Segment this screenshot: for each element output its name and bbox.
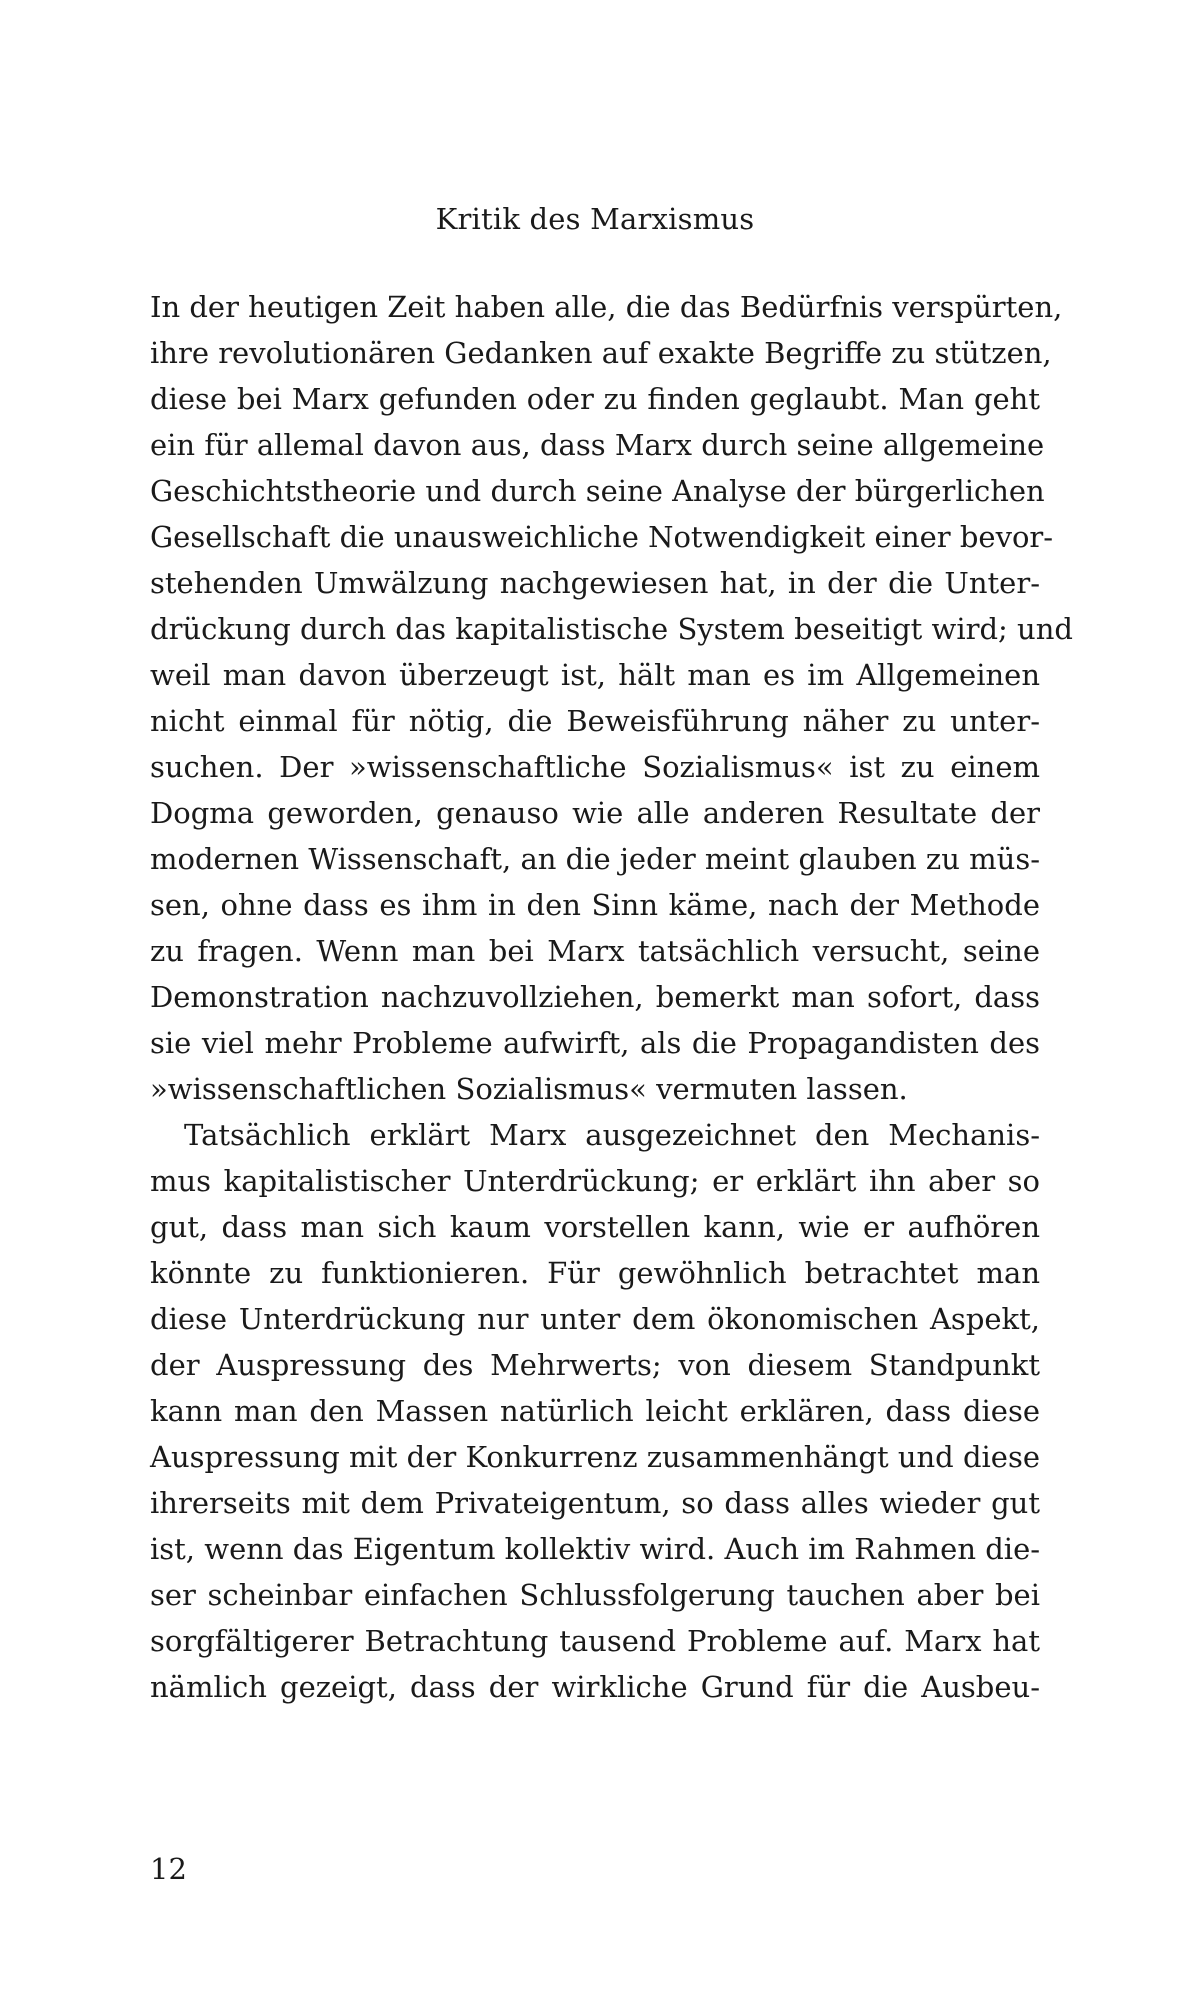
text-line: gut, dass man sich kaum vorstellen kann, wie er aufhören	[150, 1210, 1040, 1244]
text-line: Dogma geworden, genauso wie alle anderen Resultate der	[150, 796, 1040, 830]
text-line: »wissenschaftlichen Sozialismus« vermuten lassen.	[150, 1072, 908, 1106]
text-line: Demonstration nachzuvollziehen, bemerkt man sofort, dass	[150, 980, 1040, 1014]
text-line: stehenden Umwälzung nachgewiesen hat, in der die Unter-	[150, 566, 1040, 600]
text-line: ihrerseits mit dem Privateigentum, so dass alles wieder gut	[150, 1486, 1040, 1520]
text-line: sie viel mehr Probleme aufwirft, als die Propagandisten des	[150, 1026, 1040, 1060]
text-line: drückung durch das kapitalistische System beseitigt wird; und	[150, 612, 1073, 646]
text-line: Auspressung mit der Konkurrenz zusammenhängt und diese	[150, 1440, 1041, 1474]
page-number: 12	[150, 1852, 187, 1886]
text-line: diese bei Marx gefunden oder zu finden geglaubt. Man geht	[150, 382, 1040, 416]
text-line: nämlich gezeigt, dass der wirkliche Grund für die Ausbeu-	[150, 1670, 1040, 1704]
text-line: modernen Wissenschaft, an die jeder meint glauben zu müs-	[150, 842, 1040, 876]
text-line: suchen. Der »wissenschaftliche Sozialismus« ist zu einem	[150, 750, 1040, 784]
text-line: sorgfältigerer Betrachtung tausend Probleme auf. Marx hat	[150, 1624, 1040, 1658]
text-line: mus kapitalistischer Unterdrückung; er erklärt ihn aber so	[150, 1164, 1040, 1198]
paragraph	[150, 1112, 1040, 1710]
text-line: Gesellschaft die unausweichliche Notwendigkeit einer bevor-	[150, 520, 1054, 554]
text-line: Geschichtstheorie und durch seine Analyse der bürgerlichen	[150, 474, 1045, 508]
text-line: weil man davon überzeugt ist, hält man es im Allgemeinen	[150, 658, 1040, 692]
paragraph	[150, 284, 1073, 1112]
text-line: nicht einmal für nötig, die Beweisführung näher zu unter-	[150, 704, 1040, 738]
chapter-title: Kritik des Marxismus	[435, 202, 755, 236]
text-line: ein für allemal davon aus, dass Marx durch seine allgemeine	[150, 428, 1045, 462]
text-line: diese Unterdrückung nur unter dem ökonomischen Aspekt,	[150, 1302, 1040, 1336]
text-line: der Auspressung des Mehrwerts; von diesem Standpunkt	[150, 1348, 1040, 1382]
text-line: ser scheinbar einfachen Schlussfolgerung tauchen aber bei	[150, 1578, 1040, 1612]
text-line: zu fragen. Wenn man bei Marx tatsächlich versucht, seine	[150, 934, 1040, 968]
text-line: kann man den Massen natürlich leicht erklären, dass diese	[150, 1394, 1040, 1428]
text-line: In der heutigen Zeit haben alle, die das Bedürfnis verspürten,	[150, 290, 1063, 324]
text-line: ihre revolutionären Gedanken auf exakte Begriffe zu stützen,	[150, 336, 1052, 370]
text-line: ist, wenn das Eigentum kollektiv wird. Auch im Rahmen die-	[150, 1532, 1041, 1566]
text-line: sen, ohne dass es ihm in den Sinn käme, nach der Methode	[150, 888, 1040, 922]
text-line: Tatsächlich erklärt Marx ausgezeichnet den Mechanis-	[184, 1118, 1040, 1152]
text-line: könnte zu funktionieren. Für gewöhnlich betrachtet man	[150, 1256, 1040, 1290]
body-text	[150, 284, 1073, 1710]
